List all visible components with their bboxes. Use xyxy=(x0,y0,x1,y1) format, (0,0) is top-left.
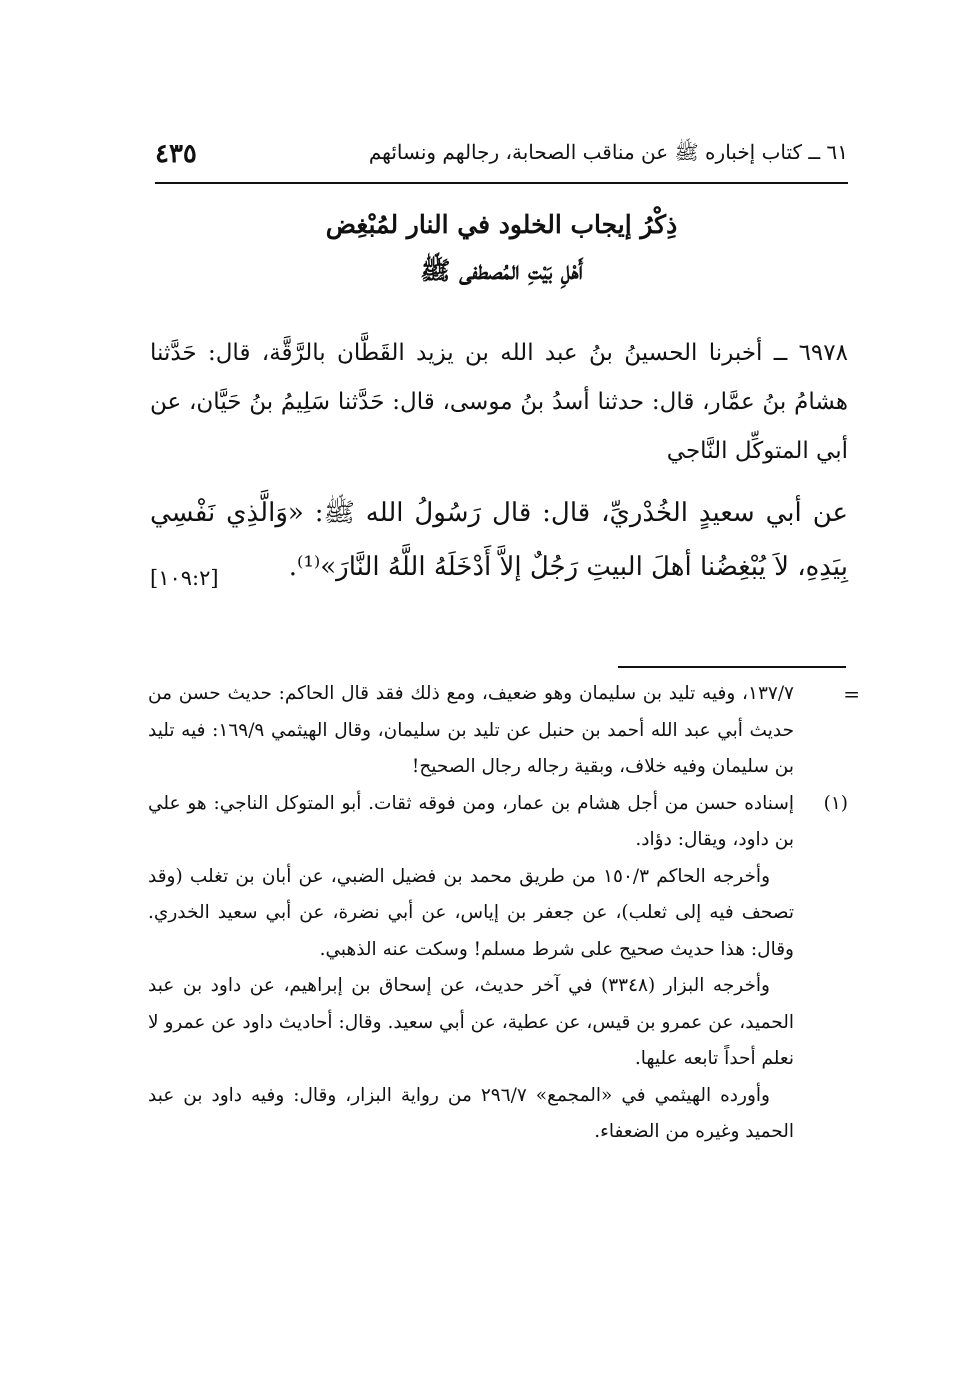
footnote-1-paragraph-4: وأورده الهيثمي في «المجمع» ٢٩٦/٧ من رواية البزار، وقال: وفيه داود بن عبد الحميد وغيره من الضعفاء. xyxy=(148,1084,794,1142)
section-title xyxy=(155,202,848,294)
footnote-continuation-text: ١٣٧/٧، وفيه تليد بن سليمان وهو ضعيف، ومع ذلك فقد قال الحاكم: حديث حسن من حديث أبي عبد الله أحمد بن حنبل عن تليد بن سليمان، وقال الهيثمي ١٦٩/٩: فيه تليد بن سليمان وفيه خلاف، وبقية رجاله رجال الصحيح! xyxy=(148,683,794,777)
hadith-matn: عن أبي سعيدٍ الخُدْريِّ، قال: قال رَسُولُ الله ﷺ: «وَالَّذِي نَفْسِي بِيَدِهِ، لاَ يُبْغِضُنا أهلَ البيتِ رَجُلٌ إلاَّ أَدْخَلَهُ اللَّهُ النَّارَ»⁽¹⁾. xyxy=(150,498,848,582)
header-rule xyxy=(155,182,848,184)
hadith-reference: [١٠٩:٢] xyxy=(150,566,219,590)
footnote-continuation xyxy=(148,676,860,786)
footnotes xyxy=(148,676,860,1151)
footnote-1-text: إسناده حسن من أجل هشام بن عمار، ومن فوقه ثقات. أبو المتوكل الناجي: هو علي بن داود، ويقال: دؤاد. xyxy=(148,792,794,850)
footnote-separator xyxy=(618,666,846,668)
section-title-line-1: ذِكْرُ إيجاب الخلود في النار لمُبْغِض xyxy=(325,210,678,239)
page-number: ٤٣٥ xyxy=(155,139,197,169)
continuation-mark: = xyxy=(843,682,860,706)
footnote-1-paragraph-2: وأخرجه الحاكم ١٥٠/٣ من طريق محمد بن فضيل الضبي، عن أبان بن تغلب (وقد تصحف فيه إلى ثعلب)، عن جعفر بن إياس، عن أبي نضرة، عن أبي سعيد الخدري. وقال: هذا حديث صحيح على شرط مسلم! وسكت عنه الذهبي. xyxy=(148,865,794,960)
page-header xyxy=(155,132,848,176)
running-title: ٦١ ــ كتاب إخباره ﷺ عن مناقب الصحابة، رجالهم ونسائهم xyxy=(368,139,848,164)
footnote-1 xyxy=(148,786,848,859)
section-title-line-2: أَهْلِ بَيْتِ المُصطفى ﷺ xyxy=(420,256,583,285)
footnote-1-paragraph-3: وأخرجه البزار (٣٣٤٨) في آخر حديث، عن إسحاق بن إبراهيم، عن داود بن عبد الحميد، عن عمرو بن قيس، عن عطية، عن أبي سعيد. وقال: أحاديث داود عن عمرو لا نعلم أحداً تابعه عليها. xyxy=(148,975,794,1069)
hadith-isnad: ٦٩٧٨ ــ أخبرنا الحسينُ بنُ عبد الله بن يزيد القَطَّان بالرَّقَّة، قال: حَدَّثنا هشامُ بنُ عمَّار، قال: حدثنا أسدُ بنُ موسى، قال: حَدَّثنا سَلِيمُ بنُ حَيَّان، عن أبي المتوكِّل النَّاجي xyxy=(150,340,848,464)
footnote-1-number: (١) xyxy=(823,792,848,814)
